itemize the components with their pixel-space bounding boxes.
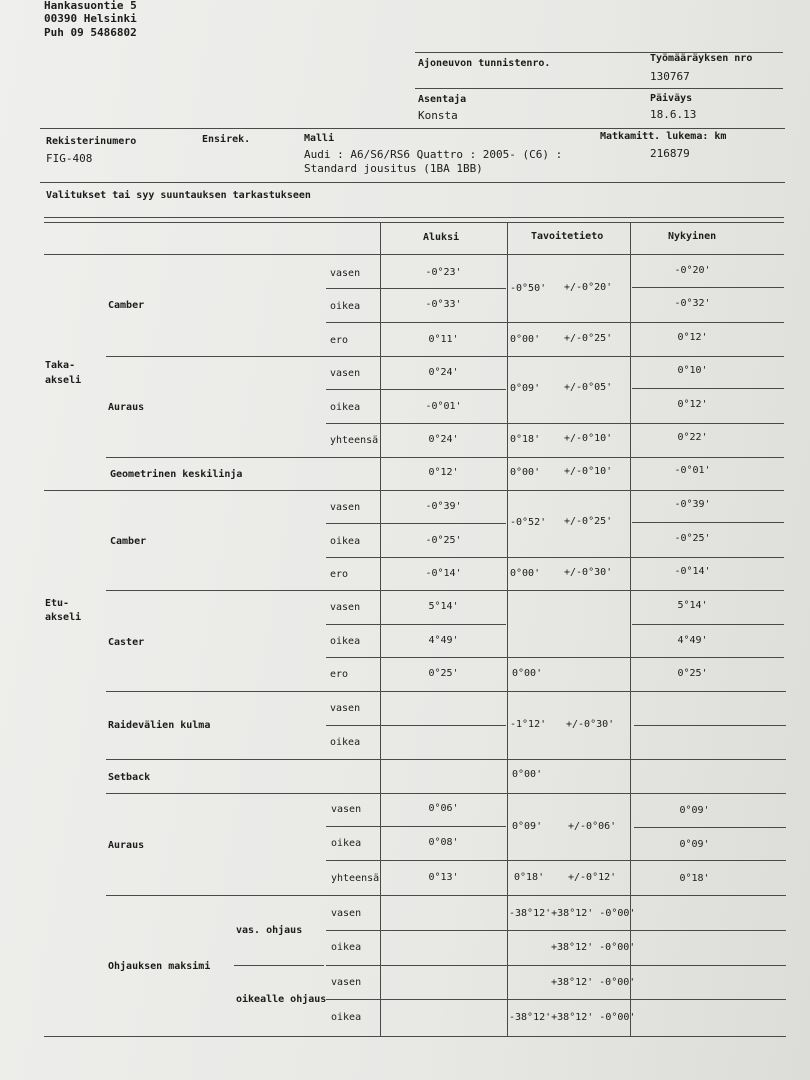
work-order-label: Työmääräyksen nro xyxy=(650,53,753,64)
max-steer-target-3: +38°12' -0°00' xyxy=(551,977,636,988)
thrust-target-tol: +/-0°10' xyxy=(564,466,613,477)
thrust-target: 0°00' xyxy=(510,467,541,478)
rear-camber-side-1: vasen xyxy=(330,268,361,279)
setback-label: Setback xyxy=(108,772,151,783)
setback-target: 0°00' xyxy=(512,769,543,780)
rear-toe-initial-1: 0°24' xyxy=(428,367,459,378)
rear-axle-label-1: Taka- xyxy=(45,360,76,371)
rear-toe-target-tol: +/-0°05' xyxy=(564,382,613,393)
rear-camber-current-1: -0°20' xyxy=(674,265,711,276)
front-camber-label: Camber xyxy=(110,536,147,547)
caster-initial-2: 4°49' xyxy=(428,635,459,646)
max-steer-target-2: +38°12' -0°00' xyxy=(551,942,636,953)
caster-current-1: 5°14' xyxy=(677,600,708,611)
toe-out-target: -1°12' xyxy=(510,719,547,730)
front-toe-current-3: 0°18' xyxy=(679,873,710,884)
max-steer-side-3: vasen xyxy=(331,977,362,988)
rear-toe-initial-3: 0°24' xyxy=(428,434,459,445)
front-camber-current-1: -0°39' xyxy=(674,499,711,510)
rear-camber-initial-1: -0°23' xyxy=(425,267,462,278)
front-camber-target: -0°52' xyxy=(510,517,547,528)
rear-camber-current-2: -0°32' xyxy=(674,298,711,309)
rear-axle-label-2: akseli xyxy=(45,375,82,386)
front-axle-label-2: akseli xyxy=(45,612,82,623)
date-value: 18.6.13 xyxy=(650,108,697,121)
model-line1: Audi : A6/S6/RS6 Quattro : 2005- (C6) : xyxy=(304,148,563,161)
reason-label: Valitukset tai syy suuntauksen tarkastukseen xyxy=(46,190,311,201)
company-phone: Puh 09 5486802 xyxy=(44,26,137,39)
rear-camber-initial-2: -0°33' xyxy=(425,299,462,310)
thrust-line-label: Geometrinen keskilinja xyxy=(110,469,243,480)
front-toe-current-2: 0°09' xyxy=(679,839,710,850)
front-toe-target-total-tol: +/-0°12' xyxy=(568,872,617,883)
front-toe-side-3: yhteensä xyxy=(331,873,380,884)
front-camber-initial-1: -0°39' xyxy=(425,501,462,512)
rear-camber-target-tol: +/-0°20' xyxy=(564,282,613,293)
company-city: 00390 Helsinki xyxy=(44,12,137,25)
work-order-value: 130767 xyxy=(650,70,690,83)
rear-toe-target: 0°09' xyxy=(510,383,541,394)
rear-camber-side-2: oikea xyxy=(330,301,361,312)
rear-toe-target-total: 0°18' xyxy=(510,434,541,445)
front-camber-current-2: -0°25' xyxy=(674,533,711,544)
front-toe-side-2: oikea xyxy=(331,838,362,849)
col-target-header: Tavoitetieto xyxy=(531,231,604,242)
first-reg-label: Ensirek. xyxy=(202,134,251,145)
front-toe-target-tol: +/-0°06' xyxy=(568,821,617,832)
rear-camber-initial-3: 0°11' xyxy=(428,334,459,345)
rear-toe-side-2: oikea xyxy=(330,402,361,413)
max-steer-side-4: oikea xyxy=(331,1012,362,1023)
rear-camber-current-3: 0°12' xyxy=(677,332,708,343)
front-camber-side-1: vasen xyxy=(330,502,361,513)
max-steer-left-label: vas. ohjaus xyxy=(236,925,303,936)
company-street: Hankasuontie 5 xyxy=(44,0,137,12)
mechanic-label: Asentaja xyxy=(418,94,467,105)
front-camber-current-3: -0°14' xyxy=(674,566,711,577)
front-toe-side-1: vasen xyxy=(331,804,362,815)
rear-toe-current-1: 0°10' xyxy=(677,365,708,376)
front-camber-initial-2: -0°25' xyxy=(425,535,462,546)
front-toe-target: 0°09' xyxy=(512,821,543,832)
odometer-value: 216879 xyxy=(650,147,690,160)
caster-target-diff: 0°00' xyxy=(512,668,543,679)
caster-label: Caster xyxy=(108,637,145,648)
max-steer-side-1: vasen xyxy=(331,908,362,919)
front-toe-current-1: 0°09' xyxy=(679,805,710,816)
rear-toe-side-3: yhteensä xyxy=(330,435,379,446)
front-toe-initial-2: 0°08' xyxy=(428,837,459,848)
front-toe-target-total: 0°18' xyxy=(514,872,545,883)
caster-initial-1: 5°14' xyxy=(428,601,459,612)
front-camber-side-2: oikea xyxy=(330,536,361,547)
model-label: Malli xyxy=(304,133,335,144)
max-steer-target-4: -38°12'+38°12' -0°00' xyxy=(509,1012,636,1023)
rear-toe-current-2: 0°12' xyxy=(677,399,708,410)
front-axle-label-1: Etu- xyxy=(45,598,70,609)
date-label: Päiväys xyxy=(650,93,693,104)
max-steer-right-label: oikealle ohjaus xyxy=(236,994,327,1005)
rear-camber-side-3: ero xyxy=(330,335,349,346)
vehicle-id-label: Ajoneuvon tunnistenro. xyxy=(418,58,551,69)
rear-camber-target-diff-tol: +/-0°25' xyxy=(564,333,613,344)
odometer-label: Matkamitt. lukema: km xyxy=(600,131,727,142)
front-camber-target-diff: 0°00' xyxy=(510,568,541,579)
front-camber-initial-3: -0°14' xyxy=(425,568,462,579)
caster-side-1: vasen xyxy=(330,602,361,613)
caster-current-2: 4°49' xyxy=(677,635,708,646)
caster-initial-3: 0°25' xyxy=(428,668,459,679)
rear-camber-target: -0°50' xyxy=(510,283,547,294)
thrust-initial: 0°12' xyxy=(428,467,459,478)
rear-toe-current-3: 0°22' xyxy=(677,432,708,443)
max-steer-side-2: oikea xyxy=(331,942,362,953)
thrust-current: -0°01' xyxy=(674,465,711,476)
front-toe-initial-1: 0°06' xyxy=(428,803,459,814)
rear-toe-target-total-tol: +/-0°10' xyxy=(564,433,613,444)
col-initial-header: Aluksi xyxy=(423,232,460,243)
rear-toe-side-1: vasen xyxy=(330,368,361,379)
toe-out-label: Raidevälien kulma xyxy=(108,720,211,731)
reg-value: FIG-408 xyxy=(46,152,93,165)
rear-toe-label: Auraus xyxy=(108,402,145,413)
model-line2: Standard jousitus (1BA 1BB) xyxy=(304,162,483,175)
max-steer-target-1: -38°12'+38°12' -0°00' xyxy=(509,908,636,919)
front-toe-initial-3: 0°13' xyxy=(428,872,459,883)
col-current-header: Nykyinen xyxy=(668,231,717,242)
rear-toe-initial-2: -0°01' xyxy=(425,401,462,412)
front-camber-side-3: ero xyxy=(330,569,349,580)
toe-out-target-tol: +/-0°30' xyxy=(566,719,615,730)
rear-camber-target-diff: 0°00' xyxy=(510,334,541,345)
rear-camber-label: Camber xyxy=(108,300,145,311)
front-camber-target-diff-tol: +/-0°30' xyxy=(564,567,613,578)
reg-label: Rekisterinumero xyxy=(46,136,137,147)
toe-out-side-1: vasen xyxy=(330,703,361,714)
caster-side-2: oikea xyxy=(330,636,361,647)
mechanic-value: Konsta xyxy=(418,109,458,122)
caster-side-3: ero xyxy=(330,669,349,680)
front-camber-target-tol: +/-0°25' xyxy=(564,516,613,527)
toe-out-side-2: oikea xyxy=(330,737,361,748)
max-steer-label: Ohjauksen maksimi xyxy=(108,961,211,972)
caster-current-3: 0°25' xyxy=(677,668,708,679)
front-toe-label: Auraus xyxy=(108,840,145,851)
